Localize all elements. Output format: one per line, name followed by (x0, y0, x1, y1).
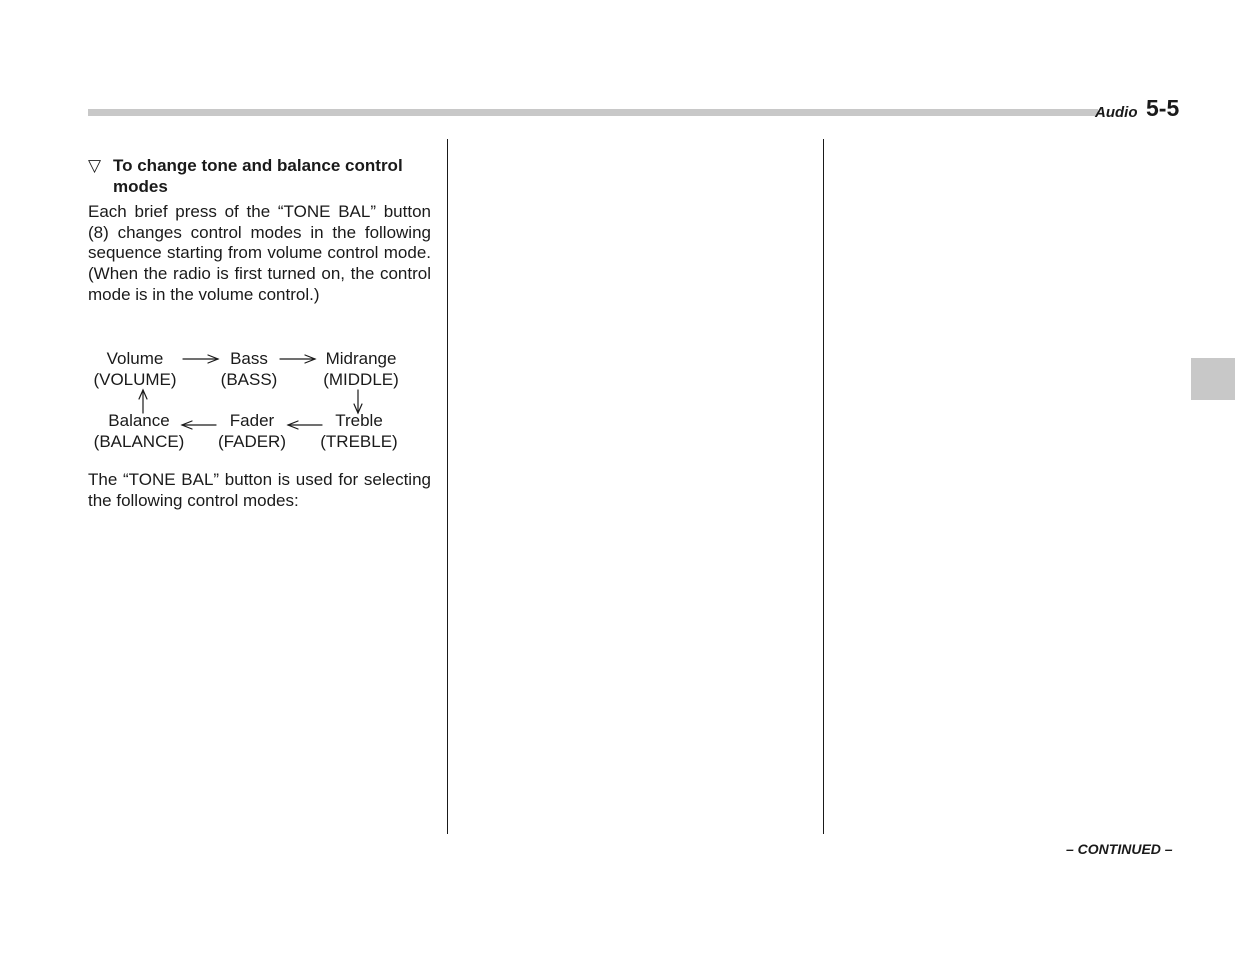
mode-fader (210, 410, 294, 452)
column-divider-right (823, 139, 824, 834)
mode-fader-code: (FADER) (218, 432, 286, 451)
mode-midrange-label: Midrange (325, 349, 397, 368)
triangle-marker-icon: ▽ (88, 156, 102, 175)
column-divider-left (447, 139, 448, 834)
page-number: 5-5 (1146, 95, 1180, 121)
mode-volume-code: (VOLUME) (93, 370, 177, 389)
mode-balance-code: (BALANCE) (93, 432, 185, 451)
header-bar (88, 109, 1098, 116)
mode-balance-label: Balance (108, 411, 170, 430)
mode-treble-label: Treble (335, 411, 383, 430)
continued-label: – CONTINUED – (1066, 841, 1173, 857)
paragraph-intro: Each brief press of the “TONE BAL” button (8) changes control modes in the following sequence starting from volume control mode. (When the radio is first turned on, the control mode is in the volume control.) (88, 202, 431, 304)
chapter-tab (1191, 358, 1235, 400)
mode-treble (312, 410, 406, 452)
mode-midrange-code: (MIDDLE) (323, 370, 399, 389)
mode-bass-code: (BASS) (220, 370, 278, 389)
subheading: To change tone and balance control modes (113, 156, 403, 196)
mode-volume (88, 348, 182, 390)
mode-treble-code: (TREBLE) (320, 432, 398, 451)
mode-fader-label: Fader (229, 411, 275, 430)
mode-volume-label: Volume (106, 349, 164, 368)
mode-midrange (314, 348, 408, 390)
section-title: Audio (1095, 104, 1138, 121)
mode-balance (86, 410, 192, 452)
paragraph-selection: The “TONE BAL” button is used for selecting the following control modes: (88, 470, 431, 510)
mode-bass (212, 348, 286, 390)
mode-bass-label: Bass (230, 349, 268, 368)
